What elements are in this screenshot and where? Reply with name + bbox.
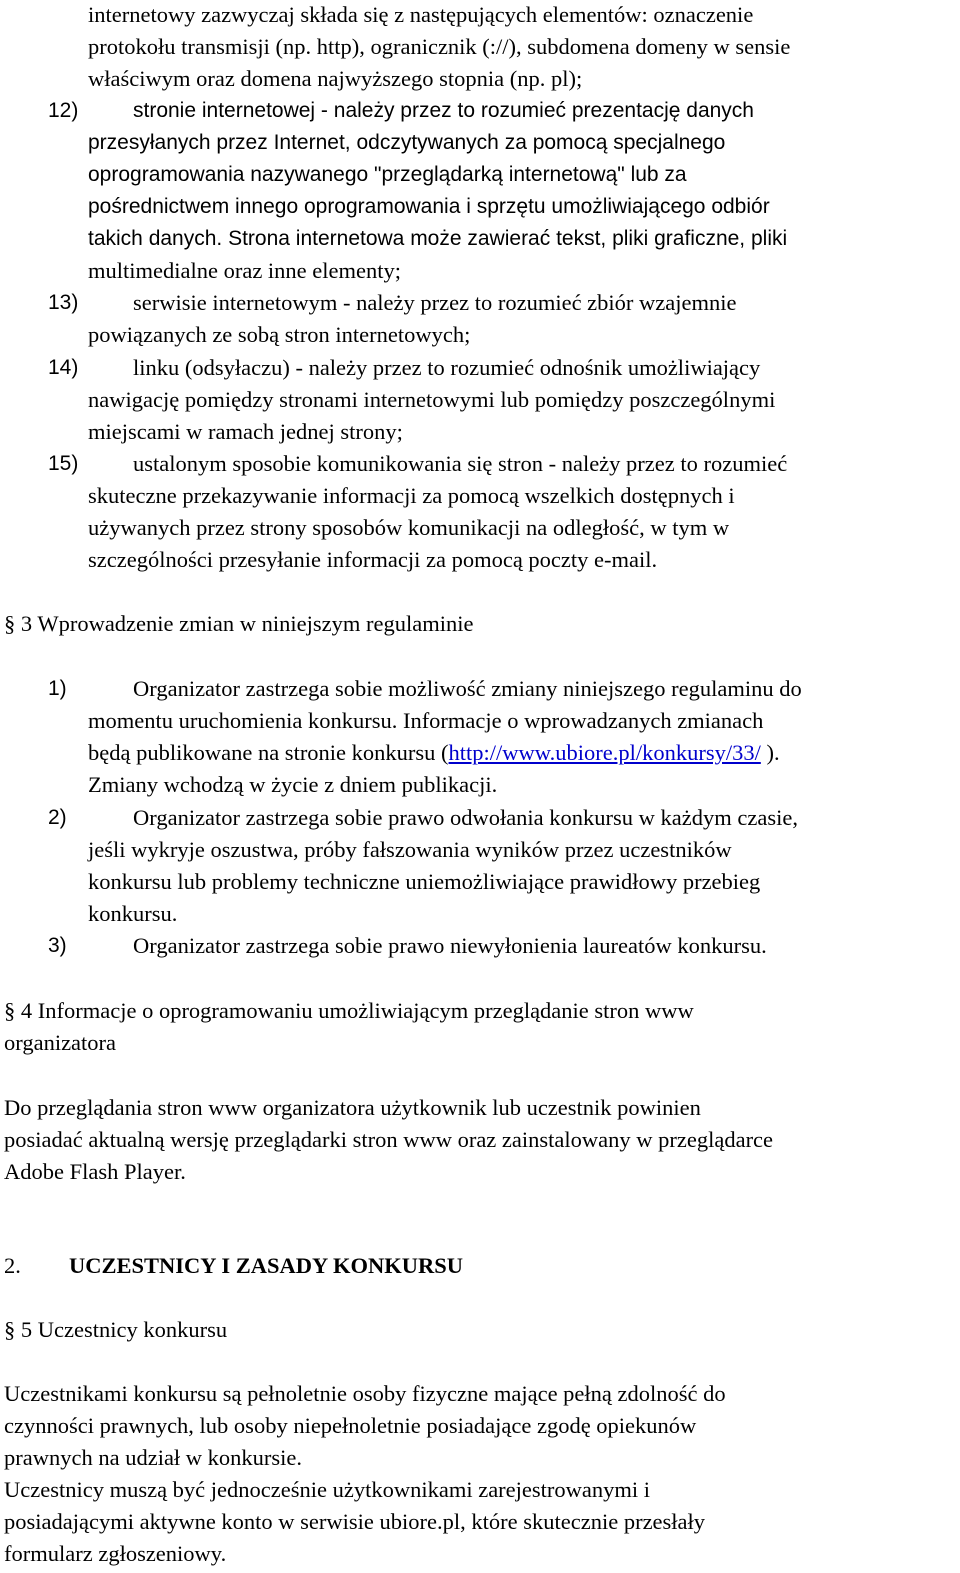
chapter-number: 2.	[4, 1253, 21, 1278]
text-line: ustalonym sposobie komunikowania się stron - należy przez to rozumieć	[133, 451, 788, 476]
text-line: czynności prawnych, lub osoby niepełnoletnie posiadające zgodę opiekunów	[4, 1413, 697, 1438]
text-line: stronie internetowej - należy przez to rozumieć prezentację danych	[133, 99, 754, 122]
text-line: szczególności przesyłanie informacji za pomocą poczty e-mail.	[88, 547, 658, 572]
text-line: momentu uruchomienia konkursu. Informacje o wprowadzanych zmianach	[88, 708, 764, 733]
item-number: 1)	[48, 677, 67, 700]
item-number: 2)	[48, 806, 67, 829]
text-line: pośrednictwem innego oprogramowania i sprzętu umożliwiającego odbiór	[88, 195, 770, 218]
text-line: jeśli wykryje oszustwa, próby fałszowania wyników przez uczestników	[88, 837, 732, 862]
text-line: Organizator zastrzega sobie prawo odwołania konkursu w każdym czasie,	[133, 805, 798, 830]
item-number: 15)	[48, 452, 79, 475]
section-heading: § 5 Uczestnicy konkursu	[4, 1317, 228, 1342]
text-line: oprogramowania nazywanego "przeglądarką internetową" lub za	[88, 163, 687, 186]
konkurs-link[interactable]: http://www.ubiore.pl/konkursy/33/	[448, 740, 761, 765]
section-heading: organizatora	[4, 1030, 117, 1055]
text-fragment: będą publikowane na stronie konkursu (	[88, 740, 449, 765]
text-line: takich danych. Strona internetowa może zawierać tekst, pliki graficzne, pliki	[88, 227, 788, 250]
text-line: serwisie internetowym - należy przez to rozumieć zbiór wzajemnie	[133, 290, 737, 315]
text-line: multimedialne oraz inne elementy;	[88, 258, 402, 283]
text-line: formularz zgłoszeniowy.	[4, 1541, 227, 1566]
text-line: Uczestnicy muszą być jednocześnie użytkownikami zarejestrowanymi i	[4, 1477, 651, 1502]
item-number: 14)	[48, 356, 79, 379]
text-line: powiązanych ze sobą stron internetowych;	[88, 322, 471, 347]
text-line: prawnych na udział w konkursie.	[4, 1445, 303, 1470]
item-number: 12)	[48, 99, 79, 122]
text-fragment: ).	[760, 740, 780, 765]
text-line: przesyłanych przez Internet, odczytywanych za pomocą specjalnego	[88, 131, 726, 154]
text-line: Organizator zastrzega sobie możliwość zmiany niniejszego regulaminu do	[133, 676, 802, 701]
item-number: 3)	[48, 934, 67, 957]
text-line	[88, 737, 780, 769]
text-line: protokołu transmisji (np. http), ogranicznik (://), subdomena domeny w sensie	[88, 34, 791, 59]
text-line: posiadającymi aktywne konto w serwisie ubiore.pl, które skutecznie przesłały	[4, 1509, 706, 1534]
text-line: linku (odsyłaczu) - należy przez to rozumieć odnośnik umożliwiający	[133, 355, 761, 380]
text-line: Adobe Flash Player.	[4, 1159, 186, 1184]
item-number: 13)	[48, 291, 79, 314]
text-line: nawigację pomiędzy stronami internetowymi lub pomiędzy poszczególnymi	[88, 387, 776, 412]
text-line: konkursu.	[88, 901, 178, 926]
text-line: Uczestnikami konkursu są pełnoletnie osoby fizyczne mające pełną zdolność do	[4, 1381, 726, 1406]
section-heading: § 4 Informacje o oprogramowaniu umożliwiającym przeglądanie stron www	[4, 998, 694, 1023]
text-line: właściwym oraz domena najwyższego stopnia (np. pl);	[88, 66, 583, 91]
text-line: Zmiany wchodzą w życie z dniem publikacji.	[88, 772, 498, 797]
section-heading: § 3 Wprowadzenie zmian w niniejszym regulaminie	[4, 611, 474, 636]
text-line: Do przeglądania stron www organizatora użytkownik lub uczestnik powinien	[4, 1095, 701, 1120]
text-line: internetowy zazwyczaj składa się z następujących elementów: oznaczenie	[88, 2, 754, 27]
text-line: używanych przez strony sposobów komunikacji na odległość, w tym w	[88, 515, 730, 540]
text-line: miejscami w ramach jednej strony;	[88, 419, 403, 444]
text-line: Organizator zastrzega sobie prawo niewyłonienia laureatów konkursu.	[133, 933, 767, 958]
text-line: skuteczne przekazywanie informacji za pomocą wszelkich dostępnych i	[88, 483, 735, 508]
text-line: konkursu lub problemy techniczne uniemożliwiające prawidłowy przebieg	[88, 869, 761, 894]
text-line: posiadać aktualną wersję przeglądarki stron www oraz zainstalowany w przeglądarce	[4, 1127, 774, 1152]
chapter-title: UCZESTNICY I ZASADY KONKURSU	[69, 1253, 464, 1278]
